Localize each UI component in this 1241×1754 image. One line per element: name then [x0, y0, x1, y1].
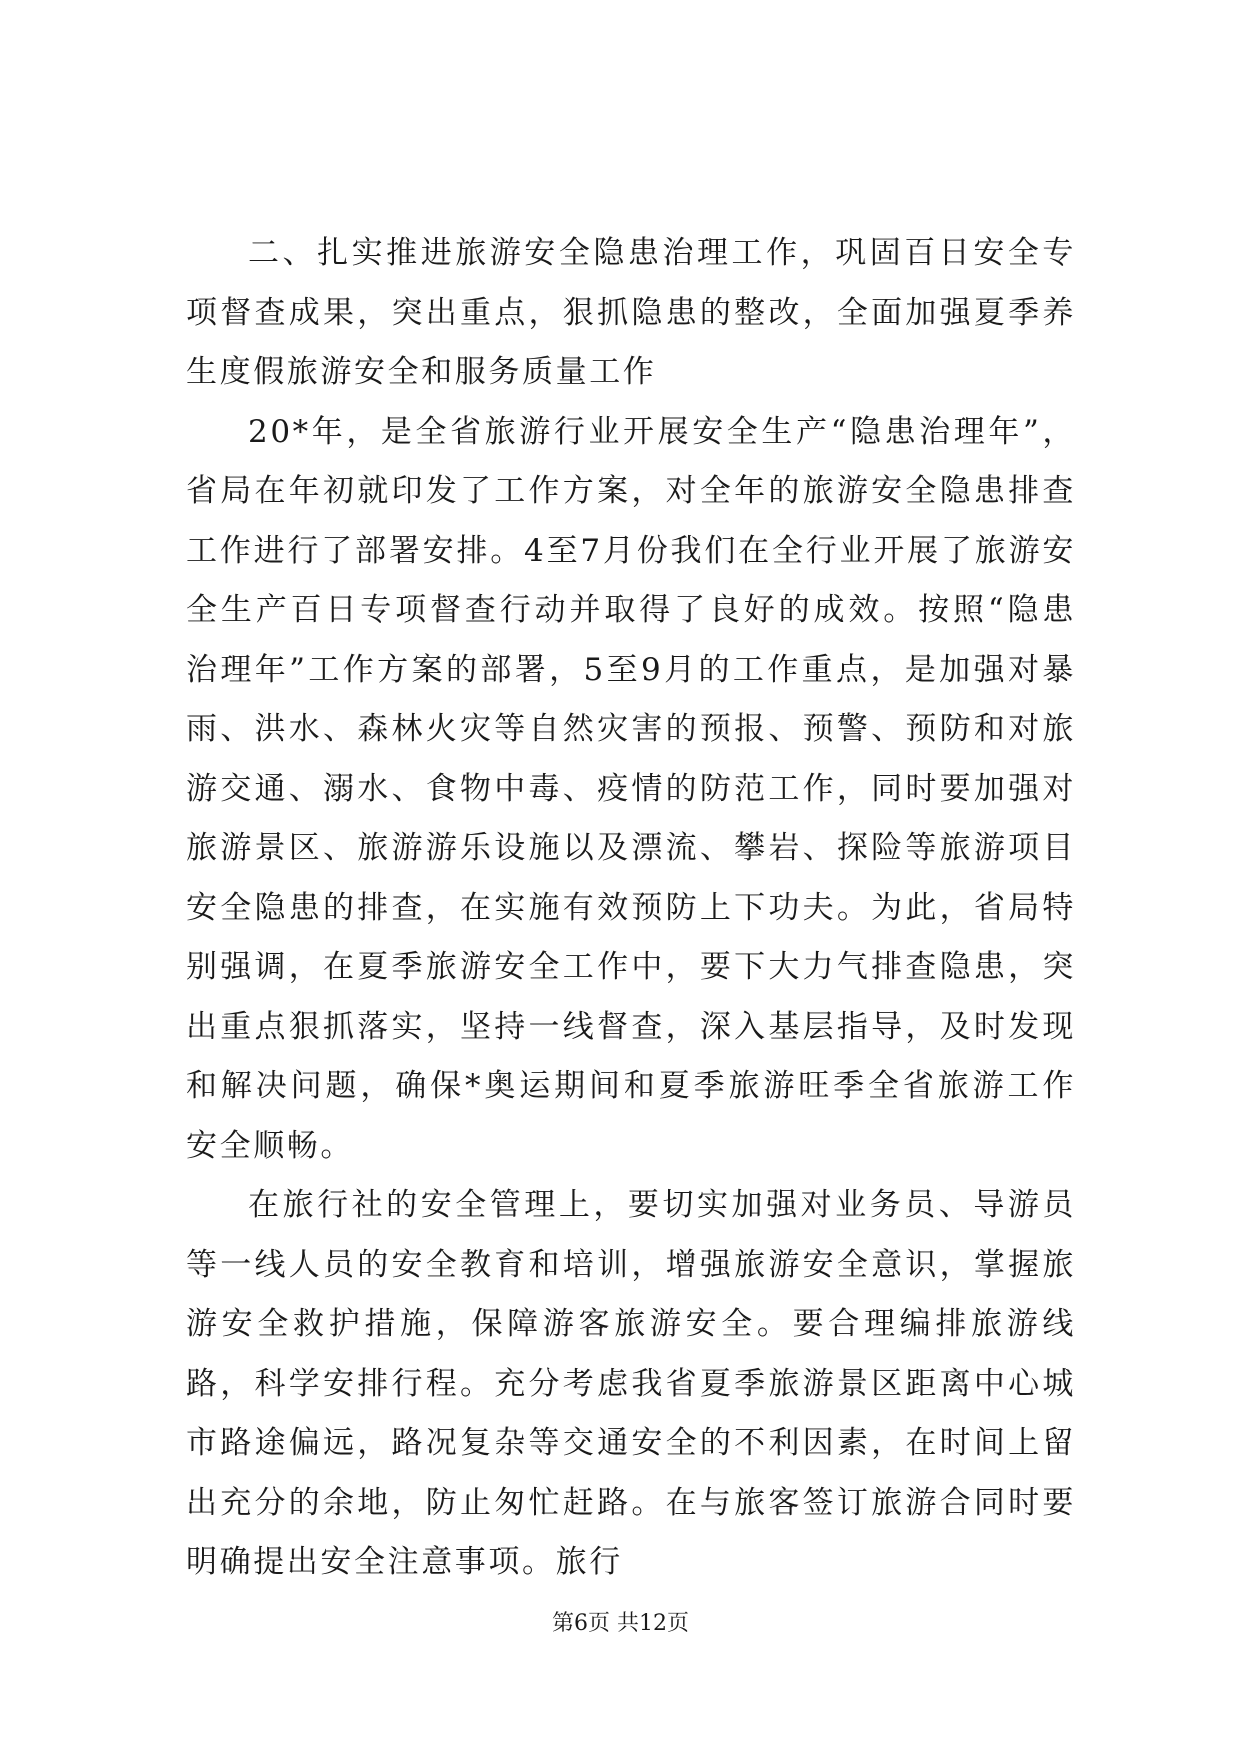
- heading-paragraph: 二、扎实推进旅游安全隐患治理工作，巩固百日安全专项督查成果，突出重点，狠抓隐患的整改，全面加强夏季养生度假旅游安全和服务质量工作: [186, 235, 1076, 390]
- page-number-footer: 第6页 共12页: [552, 1611, 689, 1636]
- body-paragraph-travel-agency: 在旅行社的安全管理上，要切实加强对业务员、导游员等一线人员的安全教育和培训，增强旅游安全意识，掌握旅游安全救护措施，保障游客旅游安全。要合理编排旅游线路，科学安排行程。充分考虑我省夏季旅游景区距离中心城市路途偏远，路况复杂等交通安全的不利因素，在时间上留出充分的余地，防止匆忙赶路。在与旅客签订旅游合同时要明确提出安全注意事项。旅行: [186, 1187, 1076, 1580]
- body-paragraph-hazard-year: 20*年，是全省旅游行业开展安全生产“隐患治理年”，省局在年初就印发了工作方案，对全年的旅游安全隐患排查工作进行了部署安排。4至7月份我们在全行业开展了旅游安全生产百日专项督查行动并取得了良好的成效。按照“隐患治理年”工作方案的部署，5至9月的工作重点，是加强对暴雨、洪水、森林火灾等自然灾害的预报、预警、预防和对旅游交通、溺水、食物中毒、疫情的防范工作，同时要加强对旅游景区、旅游游乐设施以及漂流、攀岩、探险等旅游项目安全隐患的排查，在实施有效预防上下功夫。为此，省局特别强调，在夏季旅游安全工作中，要下大力气排查隐患，突出重点狠抓落实，坚持一线督查，深入基层指导，及时发现和解决问题，确保*奥运期间和夏季旅游旺季全省旅游工作安全顺畅。: [186, 413, 1076, 1164]
- document-body: [186, 224, 1076, 1593]
